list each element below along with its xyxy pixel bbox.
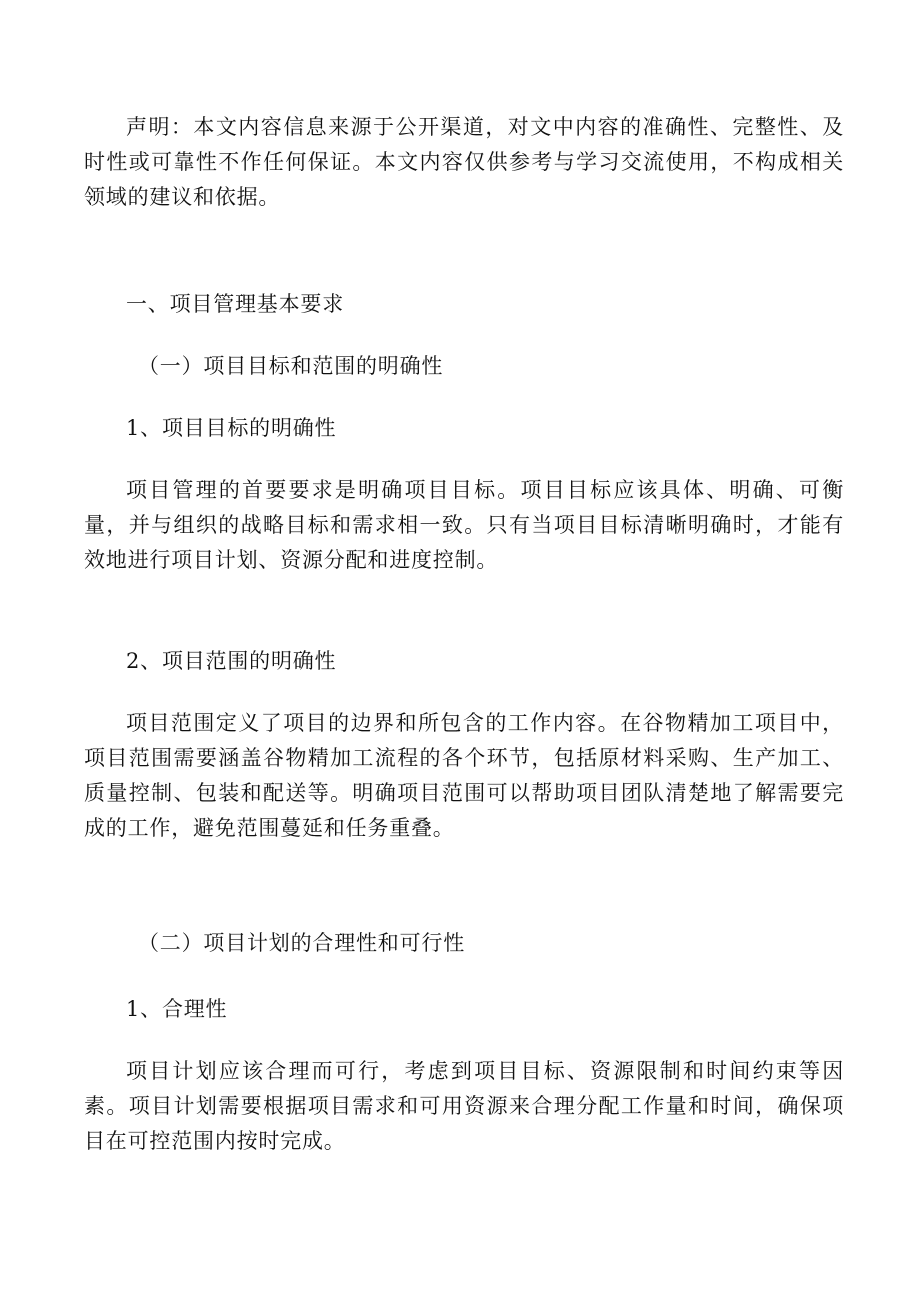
item-paragraph-3: 项目计划应该合理而可行，考虑到项目目标、资源限制和时间约束等因素。项目计划需要根据项目需求和可用资源来合理分配工作量和时间，确保项目在可控范围内按时完成。 xyxy=(84,1059,844,1153)
item-paragraph-2: 项目范围定义了项目的边界和所包含的工作内容。在谷物精加工项目中，项目范围需要涵盖谷物精加工流程的各个环节，包括原材料采购、生产加工、质量控制、包装和配送等。明确项目范围可以帮助项目团队清楚地了解需要完成的工作，避免范围蔓延和任务重叠。 xyxy=(84,711,844,840)
subsection-heading-2: （二）项目计划的合理性和可行性 xyxy=(138,931,465,955)
item-heading-2: 2、项目范围的明确性 xyxy=(126,649,337,673)
item-heading-1: 1、项目目标的明确性 xyxy=(126,416,337,440)
subsection-heading-1: （一）项目目标和范围的明确性 xyxy=(138,354,444,378)
item-paragraph-1: 项目管理的首要要求是明确项目目标。项目目标应该具体、明确、可衡量，并与组织的战略目标和需求相一致。只有当项目目标清晰明确时，才能有效地进行项目计划、资源分配和进度控制。 xyxy=(84,478,844,572)
section-heading: 一、项目管理基本要求 xyxy=(126,292,344,316)
disclaimer-paragraph: 声明：本文内容信息来源于公开渠道，对文中内容的准确性、完整性、及时性或可靠性不作任何保证。本文内容仅供参考与学习交流使用，不构成相关领域的建议和依据。 xyxy=(84,115,844,209)
item-heading-3: 1、合理性 xyxy=(126,997,228,1021)
